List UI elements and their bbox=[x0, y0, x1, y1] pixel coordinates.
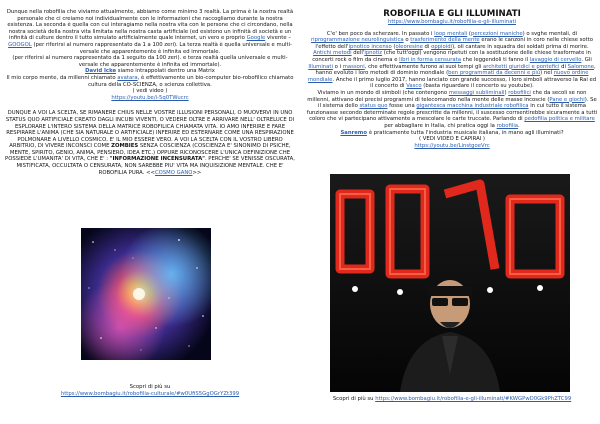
right-youtube-link[interactable]: https://youtu.be/LinstgoeVrc bbox=[414, 142, 490, 149]
link-loop-mentali[interactable]: loop mentali bbox=[434, 30, 468, 37]
link-illuminati[interactable]: Illuminati bbox=[308, 63, 333, 70]
david-icke-paragraph: David Icke siamo intrappolati dentro una Matrix Il mio corpo mente, da millenni chiamato avatara, è effettivamente un bio-computer bio-robofilico chiamato cultura della CO-SCIENZA, o scienza collettiva. bbox=[6, 68, 294, 88]
left-column bbox=[4, 0, 296, 424]
link-percezioni[interactable]: percezioni maniche bbox=[470, 30, 523, 37]
google-link[interactable]: Google bbox=[246, 35, 266, 42]
link-nuovo-ordine[interactable]: nuovo ordine mondiale bbox=[307, 70, 589, 83]
link-trasferimento[interactable]: trasferimento della mente bbox=[410, 37, 480, 44]
link-lavaggio[interactable]: lavaggio di cervello bbox=[529, 56, 582, 63]
left-scopri-link-wrap bbox=[4, 391, 296, 398]
quote-text: "INFORMAZIONE INCENSURATA" bbox=[109, 156, 205, 163]
link-robofilia[interactable]: robofilia bbox=[496, 122, 519, 129]
link-massoni[interactable]: massoni bbox=[342, 63, 365, 70]
avatara-link[interactable]: avatara bbox=[117, 74, 138, 81]
concert-stage-image bbox=[330, 174, 570, 392]
link-architetti[interactable]: architetti giuridici e pontefici bbox=[483, 63, 560, 70]
link-pane-giochi[interactable]: Pane e giochi bbox=[549, 96, 585, 103]
right-paragraph-2: Viviamo in un mondo di simboli (che contengono messaggi subliminali) robofilici che da secoli se non millenni, attivano dei precisi programmi di telecomando nella mente delle masse incoscie (Pane e giochi). Se il sistema dello status quo fosse una gigantesca macchina industriale robofilica in cui tutto il sistema funzionasse secondo determinate regole prescritte da millenni, il suscesso corrsentirebbe sicuramente a tutti coloro che vi partecipano attivamente a mescolare le carte truccate. Parlando di pedofilia politica e militare per abbagliare in Italia, chi pratica oggi la robofilia. bbox=[306, 89, 598, 129]
title-link[interactable]: https://www.bombagiu.it/robofilia-e-gli-illuminati bbox=[387, 19, 517, 25]
caps-paragraph: DUNQUE A VOI LA SCELTA, SE RIMANERE CHIUS NELLE VOSTRE ILLUSIONI PERSONALI, O MUOVERVI IN UNO STATUS QUO ARTIFICIALE CREATO DAGLI INCUBI VIVENTI, O VEDERE OLTRE E ARRIVARE NELL' OLTRELUCE DI ESPLORARE L'INTERO SISTEMA DELLA MATRICE ROBOFILICA CHIAMATA VITA. IO AMO INFERIRE E FARE RESPIRARE L'ANIMA (CHE SIA NATURALE O ARTIFICIALE) INFERIRE ED ESTERNARE COME UNA RESPIRAZIONE POLMONARE A LIVELLO COSMICO, E' IL MIO ESSERE VERO. A VOI LA SCELTA CON IL VOSTRO LIBERO ARBITRIO, DI VIVERE INCONSCI COME ZOMBIES SENZA COSCIENZA (COSCIENZA E' SINONIMO DI PSICHE, MENTE, SPIRITO, GENIO, ANIMA, PENSIERO, IDEA ETC.) OPPURE RICONOSCERE L'UNICA DEFINIZIONE CHE POSSIEDE L'UMANITA' DI VITA, CHE E' : "INFORMAZIONE INCENSURATA". PERCHE' SE VENISSE OSCURATA, MISTIFICATA, OCCULTATA O CENSURATA, NON SAREBBE PIU' VITA MA INQUISIZIONE MENTALE. CHE E' ROBOFILIA PURA. <<COSMO GANO>> bbox=[5, 110, 295, 176]
right-scopri: Scopri di più su https://www.bombagiu.it/robofilia-e-gli-illuminati/#KWGPwD0Gk9PhZTC99 bbox=[332, 396, 572, 402]
sanremo-paragraph: Sanremo è praticamente tutta l'industria musicale italiana, in mano agli illuminati? bbox=[340, 129, 564, 136]
link-antichi-metodi[interactable]: Antichi metodi bbox=[313, 50, 352, 57]
link-riprogrammazione[interactable]: riprogrammazione neurolinguistica bbox=[310, 37, 404, 44]
link-sanremo[interactable]: Sanremo bbox=[340, 129, 367, 136]
link-libri[interactable]: libri in forma censurata bbox=[399, 56, 461, 63]
cosmic-nebula-image bbox=[81, 228, 211, 360]
youtube-link[interactable]: https://youtu.be/i-5q0TWucrc bbox=[111, 94, 189, 101]
link-incenso[interactable]: ipnotico incenso bbox=[348, 43, 392, 50]
left-scopri-link[interactable]: https://www.bombagiu.it/robofilia-culturale/#w0UfiS5GgOGrYZt399 bbox=[60, 391, 240, 397]
link-ben-programmati[interactable]: ben programmati da decenni e più bbox=[448, 70, 541, 77]
link-gigantesca[interactable]: gigantesca macchina industriale robofilica bbox=[416, 103, 529, 110]
cosmo-gano-link[interactable]: COSMO GANO bbox=[154, 169, 193, 176]
article-title: ROBOFILIA E GLI ILLUMINATI bbox=[383, 9, 521, 19]
david-icke-link[interactable]: David Icke bbox=[85, 68, 117, 75]
video-label: ( vedi video ) bbox=[132, 88, 168, 95]
right-column bbox=[306, 0, 598, 424]
link-ipnotiz[interactable]: ipnotiz bbox=[364, 50, 383, 57]
link-salomone[interactable]: Salomone bbox=[567, 63, 594, 70]
link-vasco[interactable]: Vasco bbox=[406, 83, 422, 90]
note-paragraph: (per riferirsi al numero rappresentato da 1 seguito da 100 zeri). e terza realtà quella universale e multi-versale che apparentemente è infinita ed immortale). bbox=[12, 55, 288, 68]
googol-link[interactable]: GOOGOL bbox=[8, 41, 32, 48]
link-pedofilia[interactable]: pedofilia politica e militare bbox=[524, 116, 595, 123]
link-status-quo[interactable]: status quo bbox=[359, 103, 388, 110]
right-scopri-link[interactable]: https://www.bombagiu.it/robofilia-e-gli-illuminati/#KWGPwD0Gk9PhZTC99 bbox=[375, 396, 572, 402]
link-oleoresine[interactable]: oleoresine bbox=[395, 43, 423, 50]
link-robofilici[interactable]: robofilici bbox=[508, 89, 531, 96]
right-video-label: ( VEDI VIDEO E CAPIRAI ) bbox=[418, 136, 486, 143]
link-messaggi[interactable]: messaggi subliminali bbox=[448, 89, 505, 96]
right-paragraph-1: C'e' ben poco da scherzare. In passato i loop mentali (percezioni maniche) o svghe mentali, di riprogrammazione neurolinguistica o trasferimento della mente erano le canzoni in coro nelle chiese sotto l'effetto dell'ipnotico incenso (oleoresine di oppioidi), oli cantare in squadra dei soldati prima di morire. Antichi metodi dell'ipnotiz (che tutt'oggi) vengono ripetuti con la sostituzione delle chiese trasformate in concerti rock o film da cinema e libri in forma censurata che leggendoli ti fanno il lavaggio di cervello. Gli Illuminati o i massoni, che effettivamente furono ai suoi tempi gli architetti giuridici e pontefici di Salomone, hanno evoluto i loro metodi di dominio mondiale (ben programmati da decenni e più) nel nuovo ordine mondiale. Anche il primo luglio 2017, hanno lanciato con grande successo, i loro simboli attraverso la Rai ed il concerto di Vasco (basta riguardare il concerto su youtube). bbox=[307, 30, 597, 90]
zombies-word: ZOMBIES bbox=[111, 143, 139, 150]
intro-paragraph: Dunque nella robofilia che viviamo attualmente, abbiamo come minimo 3 realtà. La prima è la nostra realtà personale che ci creiamo noi individualmente con le informazioni che raccogliamo durante la nostra esistenza. La seconda è quella con cui interagiamo nella nostra vita con le persone che ci circondano, nella nostra società della nostra vita limitata nella nostra casta artificiale (ed esistono un infinità di società e un infinità di culture dentro il tutto simulato artificialmente quale internet, un vero e proprio Google vivente – GOOGOL (per riferirsi al numero rappresentato da 1 a 100 zeri). La terza realtà è quella universale e multi-versale che apparentemente è infinita ed immortale. bbox=[6, 9, 294, 55]
link-oppioidi[interactable]: oppioidi bbox=[431, 43, 453, 50]
left-scopri-label: Scopri di più su bbox=[129, 384, 171, 390]
